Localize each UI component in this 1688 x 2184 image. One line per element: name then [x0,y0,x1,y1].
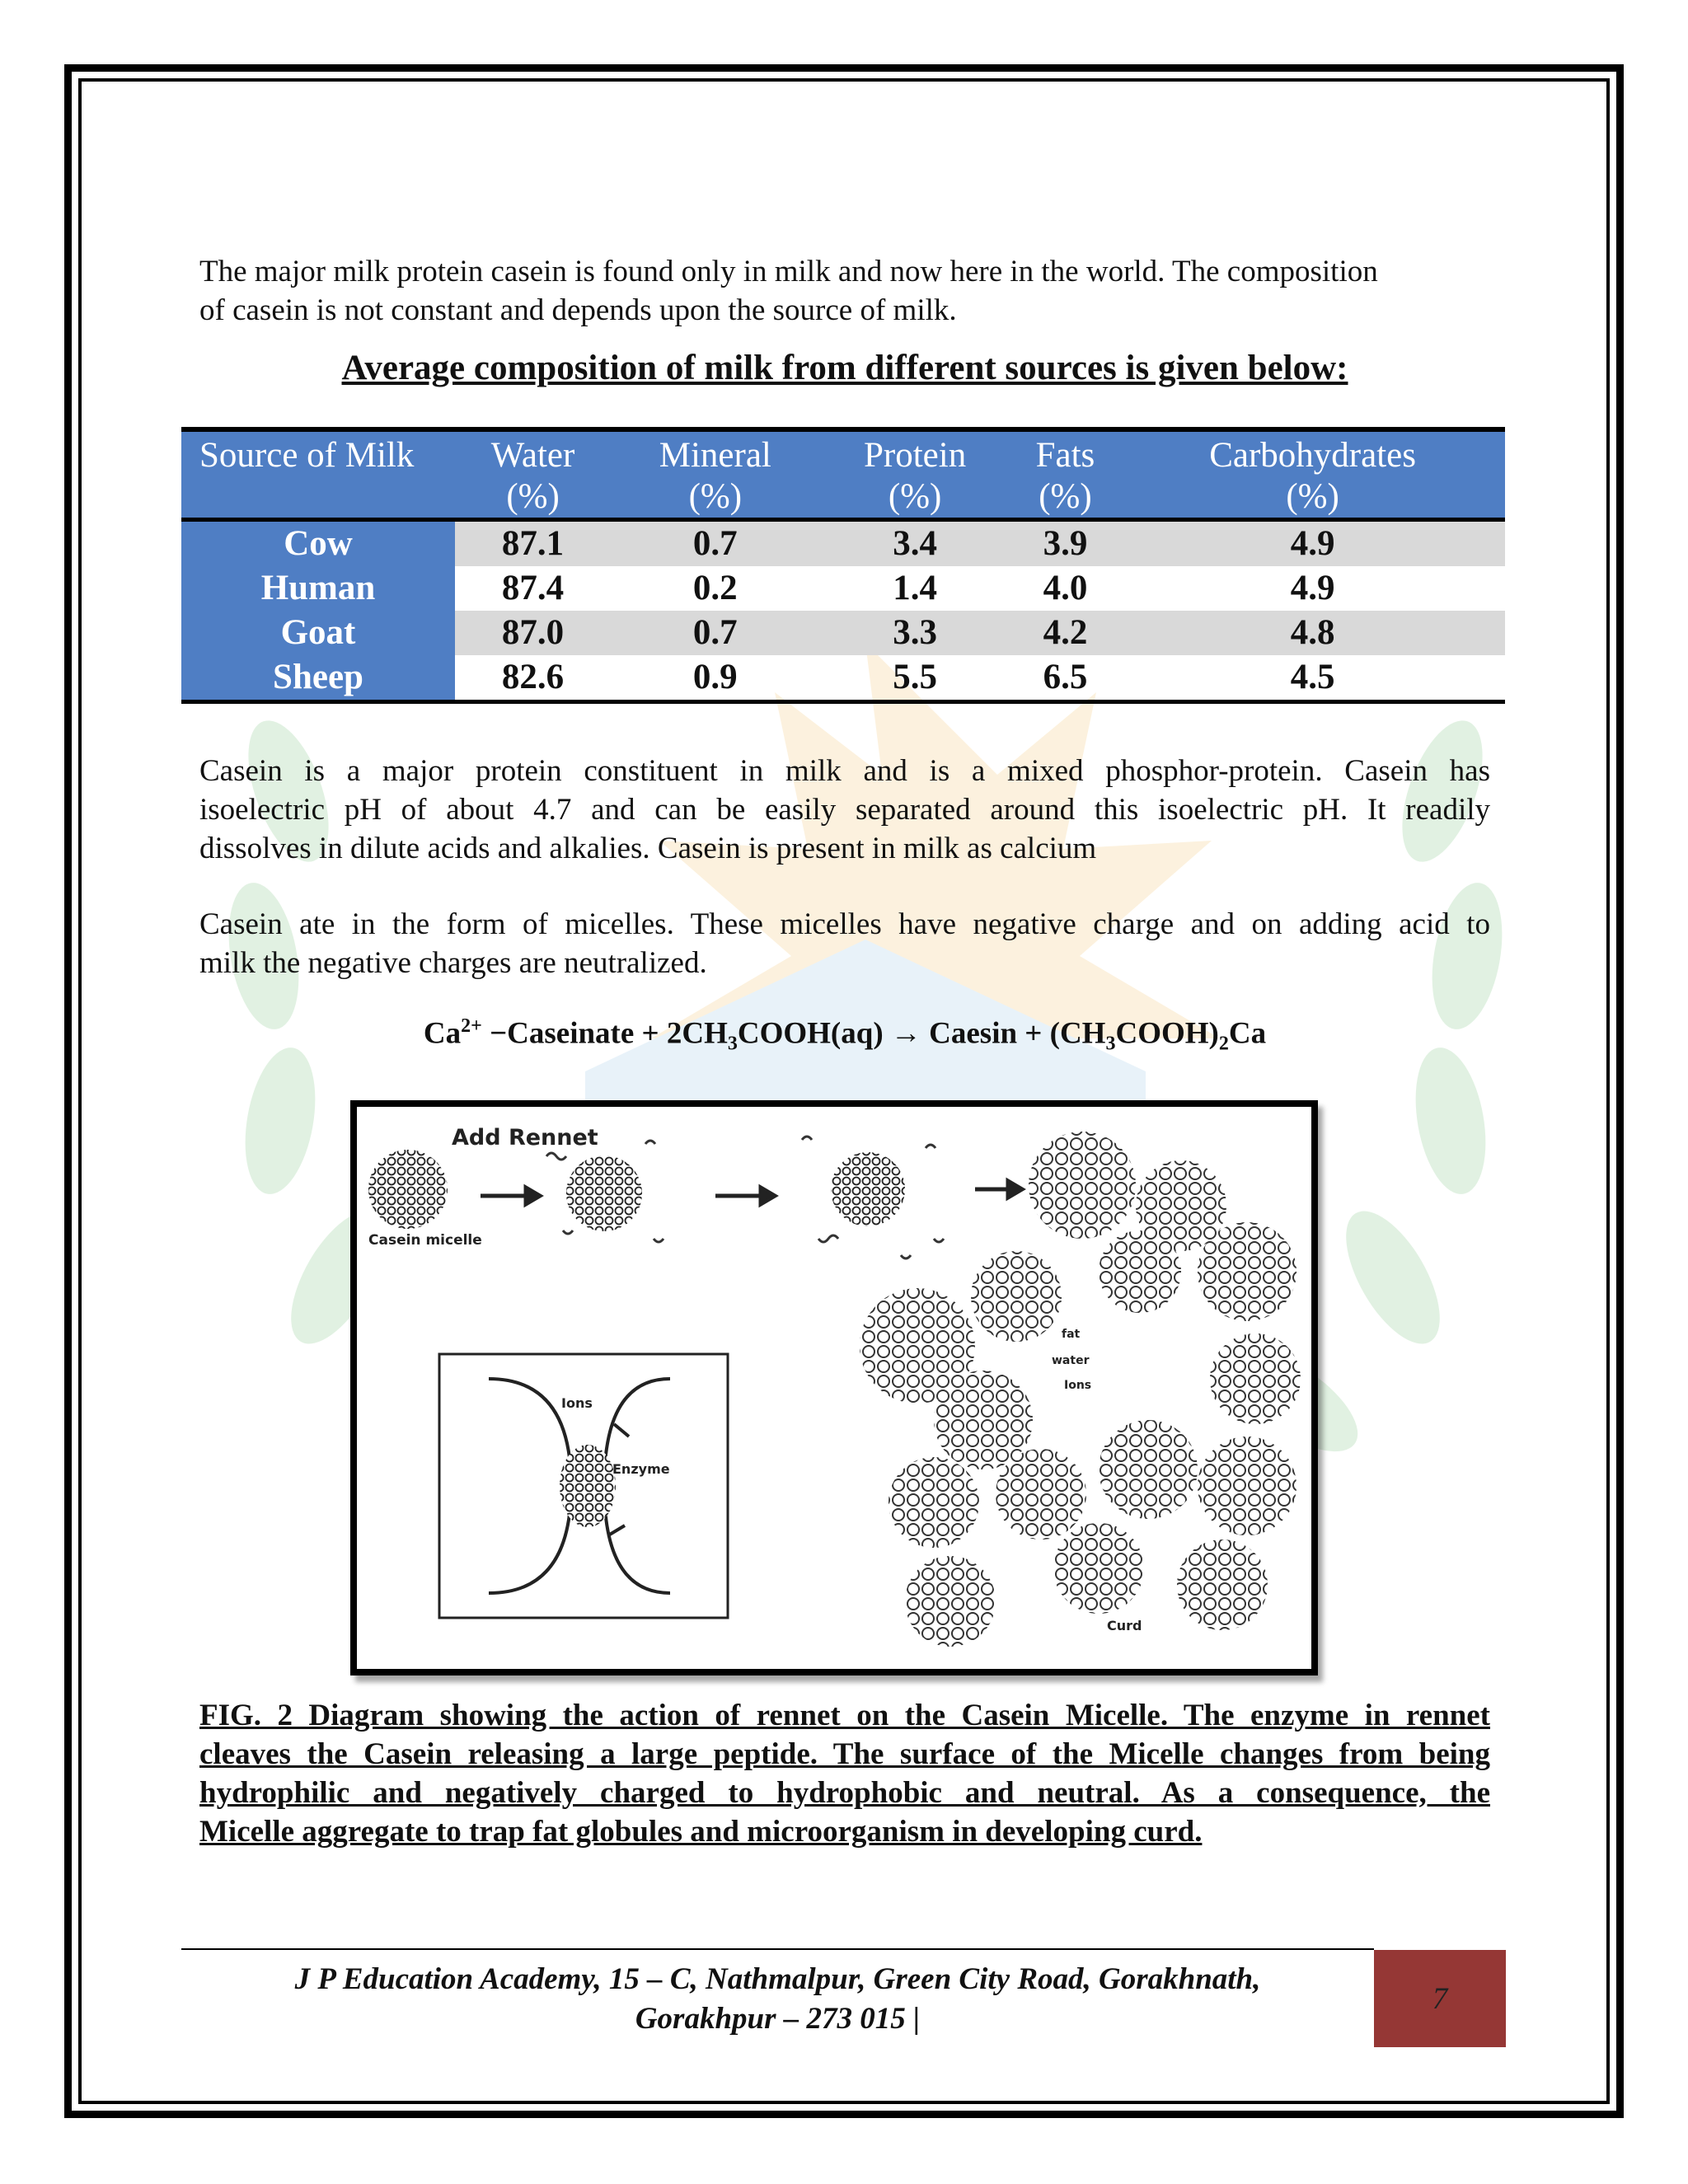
cell-carbs: 4.9 [1290,569,1335,607]
water-label: water [1052,1354,1090,1367]
footer-line-2: Gorakhpur – 273 015 | [635,2002,921,2036]
footer-divider [181,1948,1374,1950]
cell-fats: 4.0 [1043,569,1088,607]
page-number-box [1374,1950,1506,2047]
intro-line-2: of casein is not constant and depends upon the source of milk. [199,293,957,327]
table-header-row [181,429,1505,520]
ions-label: Ions [1064,1379,1092,1392]
fat-label: fat [1062,1328,1081,1341]
rennet-diagram [350,1100,1318,1675]
cell-carbs: 4.8 [1120,611,1505,655]
table-row [181,655,1505,702]
cell-mineral: 0.2 [692,569,738,607]
cell-protein: 1.4 [893,569,937,607]
cell-water: 87.1 [455,520,611,567]
row-source: Goat [181,611,455,655]
cell-mineral: 0.9 [692,658,738,696]
micelle-line-1: Casein ate in the form of micelles. These micelles have negative charge and on adding acid to [199,907,1490,941]
cell-water: 87.4 [501,569,565,607]
casein-line-2: isoelectric pH of about 4.7 and can be easily separated around this isoelectric pH. It readily [199,793,1490,827]
cell-carbs: 4.5 [1290,658,1335,696]
chemical-equation: $Ca^{2+}$ −Caseinate + $2CH_3COOH(aq) \to Caesin$ + $(CH_3COOH)_2Ca$ [423,1015,1267,1055]
enzyme-label: Enzyme [612,1461,670,1477]
intro-paragraph [199,252,1490,330]
cell-mineral: 0.7 [611,611,819,655]
header-carbohydrates: Carbohydrates (%) [1120,429,1505,520]
row-source: Sheep [181,655,455,702]
cell-mineral: 0.7 [611,520,819,567]
rennet-diagram-drawing [357,1107,1311,1669]
header-source: Source of Milk [181,429,455,520]
casein-line-3: dissolves in dilute acids and alkalies. Casein is present in milk as calcium [199,832,1097,865]
casein-line-1: Casein is a major protein constituent in milk and is a mixed phosphor-protein. Casein has [199,754,1490,788]
caption-line-2: cleaves the Casein releasing a large peptide. The surface of the Micelle changes from being [199,1737,1490,1771]
table-row [181,566,1505,611]
caption-line-1: FIG. 2 Diagram showing the action of rennet on the Casein Micelle. The enzyme in rennet [199,1699,1490,1732]
footer-line-1: J P Education Academy, 15 – C, Nathmalpur, Green City Road, Gorakhnath, [294,1962,1261,1996]
cell-protein: 3.4 [820,520,1010,567]
casein-paragraph [199,752,1490,868]
caption-line-4: Micelle aggregate to trap fat globules and microorganism in developing curd. [199,1815,1203,1849]
cell-water: 87.0 [455,611,611,655]
milk-composition-table [181,427,1505,704]
cell-fats: 3.9 [1010,520,1120,567]
table-row [181,611,1505,655]
casein-micelle [368,1150,448,1229]
micelle-stage-3 [831,1152,905,1226]
header-protein: Protein (%) [820,429,1010,520]
header-fats: Fats (%) [1010,429,1120,520]
row-source: Cow [181,520,455,567]
section-heading: Average composition of milk from different sources is given below: [341,349,1348,387]
header-mineral: Mineral (%) [611,429,819,520]
micelle-stage-2 [566,1155,642,1231]
table-row [181,520,1505,567]
row-source: Human [181,566,455,611]
micelle-paragraph [199,905,1490,982]
header-water: Water (%) [455,429,611,520]
cell-carbs: 4.9 [1120,520,1505,567]
caption-line-3: hydrophilic and negatively charged to hydrophobic and neutral. As a consequence, the [199,1776,1490,1810]
cell-fats: 6.5 [1043,658,1088,696]
cell-fats: 4.2 [1010,611,1120,655]
ions-inset-label: Ions [561,1395,593,1411]
footer-address [181,1960,1374,2039]
micelle-line-2: milk the negative charges are neutralized. [199,946,707,980]
cell-protein: 3.3 [820,611,1010,655]
cell-protein: 5.5 [893,658,937,696]
intro-line-1: The major milk protein casein is found only in milk and now here in the world. The composition [199,255,1378,288]
cell-water: 82.6 [501,658,565,696]
curd-label: Curd [1107,1618,1142,1633]
add-rennet-label: Add Rennet [452,1125,598,1151]
figure-caption [199,1696,1490,1851]
page-number: 7 [1432,1981,1448,2016]
casein-micelle-label: Casein micelle [368,1232,482,1249]
